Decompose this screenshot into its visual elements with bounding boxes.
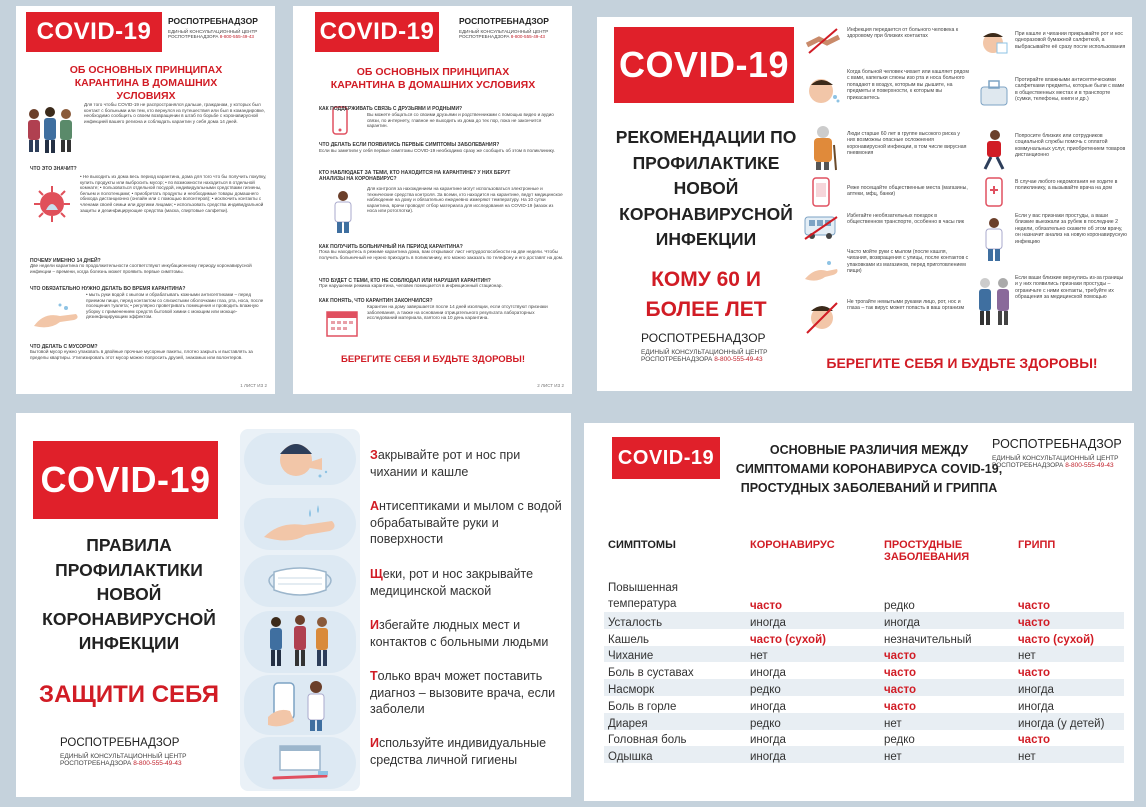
sanitizer-hand-icon — [244, 498, 356, 550]
covid-logo: COVID-19 — [33, 441, 218, 519]
org-block — [168, 16, 273, 39]
table-row — [604, 746, 1124, 763]
rule-5-initial: Т — [370, 669, 378, 683]
symptom-cell: Кашель — [608, 633, 650, 646]
flu-cell: часто — [1018, 667, 1050, 680]
q2-heading: ПОЧЕМУ ИМЕННО 14 ДНЕЙ? — [30, 258, 101, 264]
org-line2: РОСПОТРЕБНАДЗОРА — [60, 760, 132, 767]
org-phone: 8-800-555-49-43 — [510, 34, 545, 39]
symptom-cell: Одышка — [604, 746, 746, 763]
table-row — [604, 679, 1124, 696]
a3-text: Для контроля за нахождением на карантине могут использоваться электронные и технические средства контроля. За всеми, кто находится на карантине, ведут медицинское наблюдение на дому и обязательно ежедневно измеряют температуру. На 10 сутки карантина, врачи проводят отбор материала для исследования на COVID-19 (мазок из носа или ротоглотки). — [367, 186, 563, 214]
poster-title: ОБ ОСНОВНЫХ ПРИНЦИПАХ КАРАНТИНА В ДОМАШНИХ УСЛОВИЯХ — [69, 64, 223, 102]
rule-2-text: нтисептиками и мылом с водой обрабатывайте руки и поверхности — [370, 499, 562, 546]
flu-cell: часто — [1018, 734, 1050, 747]
right-item-1: При кашле и чихании прикрывайте рот и нос одноразовой бумажной салфеткой, а выбрасывайте её сразу после использования — [1015, 31, 1126, 50]
poster-subtitle: КОМУ 60 И БОЛЕЕ ЛЕТ — [645, 268, 767, 321]
symptom-cell: Чихание — [604, 646, 746, 663]
right-item-4: В случае любого недомогания не ходите в поликлинику, а вызывайте врача на дом — [1015, 179, 1118, 192]
table-row — [604, 579, 1124, 612]
left-item-3: Люди старше 60 лет в группе высокого риска у них возможны опасные осложнения коронавирусной инфекции, в том числе вирусная пневмония — [847, 131, 967, 157]
rule-1-text: акрывайте рот и нос при чихании и кашле — [370, 448, 521, 479]
right-item-5: Если у вас признаки простуды, а ваши близкие выезжали за рубеж в последние 2 недели, обязательно скажите об этом врачу, он назначит анализ на новую коронавирусную инфекцию — [1015, 213, 1127, 245]
poster-title: ОБ ОСНОВНЫХ ПРИНЦИПАХ КАРАНТИНА В ДОМАШНИХ УСЛОВИЯХ — [330, 66, 536, 91]
a1-text: • Не выходить из дома весь период карантина, дома для того что бы получить покупку, купить продукты или выбросить мусор; • по возможности находиться в отдельной комнате; • пользоваться отдельной посудой, индивидуальными средствами гигиены, бельем и полотенцами; • приобретать продукты и необходимые товары домашнего обихода дистанционно (онлайн или с помощью волонтеров); • исключить контакты с членами своей семьи или другими лицами; • использовать средства индивидуальной защиты и дезинфицирующие средства (маска, спиртовые салфетки). — [80, 174, 267, 213]
org-line1: ЕДИНЫЙ КОНСУЛЬТАЦИОННЫЙ ЦЕНТР — [459, 29, 549, 34]
cold-cell: часто — [884, 700, 916, 713]
coronavirus-cell: иногда — [746, 746, 880, 763]
q6-heading: КАК ПОНЯТЬ, ЧТО КАРАНТИН ЗАКОНЧИЛСЯ? — [319, 298, 433, 304]
cold-cell: редко — [884, 734, 915, 747]
org-name: РОСПОТРЕБНАДЗОР — [641, 331, 766, 345]
org-line2-wrap — [60, 760, 230, 767]
rule-4-text: збегайте людных мест и контактов с больными людьми — [370, 618, 549, 649]
rule-6-text: спользуйте индивидуальные средства личной гигиены — [370, 736, 547, 767]
symptom-cell: Насморк — [604, 679, 746, 696]
cold-cell: часто — [884, 667, 916, 680]
symptom-cell: Боль в суставах — [608, 667, 694, 680]
table-row — [604, 646, 1124, 663]
coronavirus-cell: иногда — [750, 734, 786, 747]
org-line1: ЕДИНЫЙ КОНСУЛЬТАЦИОННЫЙ ЦЕНТР — [641, 349, 768, 356]
poster-title: РЕКОМЕНДАЦИИ ПО ПРОФИЛАКТИКЕ НОВОЙ КОРОНАВИРУСНОЙ ИНФЕКЦИИ — [615, 127, 797, 249]
page-footer: 2 ЛИСТ ИЗ 2 — [537, 383, 564, 388]
symptom-cell: Повышенная температура — [608, 582, 678, 610]
org-line2: РОСПОТРЕБНАДЗОРА — [459, 34, 510, 39]
cold-cell: иногда — [880, 612, 1014, 629]
flu-cell: часто — [1018, 600, 1050, 612]
q1-heading: КАК ПОДДЕРЖИВАТЬ СВЯЗЬ С ДРУЗЬЯМИ И РОДНЫМИ? — [319, 106, 463, 112]
table-row — [604, 662, 1124, 679]
intro-text: Для того чтобы COVID-19 не распространялся дальше, гражданам, у которых был контакт с больными или тем, кто вернулся из путешествия или был в командировке, необходимо сообщить о своем возвращении в штаб по борьбе с коронавирусной инфекцией вашего региона и соблюдать карантин у себя дома 14 дней. — [84, 102, 266, 124]
flu-cell: иногда — [1018, 700, 1054, 713]
doctor-icon — [331, 190, 355, 234]
org-line1: ЕДИНЫЙ КОНСУЛЬТАЦИОННЫЙ ЦЕНТР — [992, 455, 1119, 462]
covid-logo: COVID-19 — [612, 437, 720, 479]
table-row — [604, 612, 1124, 629]
sneezing-man-icon — [805, 75, 841, 111]
right-item-6: Если ваши близкие вернулись из-за границы и у них появились признаки простуды – ограничьте с ними контакты, требуйте их обращения за медицинской помощью — [1015, 275, 1124, 301]
a5-text: При нарушении режима карантина, человек помещается в инфекционный стационар. — [319, 283, 503, 288]
cold-cell: незначительный — [884, 633, 972, 646]
table-body — [604, 579, 1124, 763]
coronavirus-cell: часто (сухой) — [750, 633, 826, 646]
org-phone: 8-800-555-49-43 — [1065, 462, 1114, 469]
cold-cell: нет — [880, 713, 1014, 730]
left-item-5: Избегайте необязательных поездок в общественном транспорте, особенно в часы пик — [847, 213, 965, 226]
slogan: БЕРЕГИТЕ СЕБЯ И БУДЬТЕ ЗДОРОВЫ! — [340, 354, 526, 365]
page-footer: 1 ЛИСТ ИЗ 2 — [240, 383, 267, 388]
courier-icon — [979, 129, 1009, 171]
poster-subtitle: ЗАЩИТИ СЕБЯ — [39, 681, 219, 708]
org-name: РОСПОТРЕБНАДЗОР — [60, 737, 180, 749]
table-row — [604, 730, 1124, 747]
org-block — [992, 437, 1132, 469]
table-row — [604, 713, 1124, 730]
virus-icon — [30, 184, 74, 224]
left-item-7: Не трогайте немытыми руками лицо, рот, нос и глаза – так вирус может попасть в ваш организм — [847, 299, 965, 312]
bus-icon — [803, 215, 839, 241]
poster-title: ПРАВИЛА ПРОФИЛАКТИКИ НОВОЙ КОРОНАВИРУСНОЙ ИНФЕКЦИИ — [42, 535, 216, 653]
header-cold: ПРОСТУДНЫЕ ЗАБОЛЕВАНИЯ — [884, 539, 970, 563]
symptom-cell: Диарея — [604, 713, 746, 730]
a3-text: • мыть руки водой с мылом и обрабатывать кожными антисептиками – перед приемом пищи, перед контактом со слизистыми оболочками глаз, рта, носа, после посещения туалета; • регулярно проветривать помещения и проводить влажную уборку с применением средств бытовой химии с моющим или моюще-дезинфицирующим эффектом. — [86, 292, 264, 320]
a4-text: Бытовой мусор нужно упаковать в двойные прочные мусорные пакеты, плотно закрыть и выставлять за пределы квартиры. Утилизировать этот мусор можно попросить друзей, знакомых или волонтеров. — [30, 349, 253, 360]
org-phone: 8-800-555-49-43 — [219, 34, 254, 39]
washing-hands-icon — [30, 302, 82, 332]
mask-icon — [244, 555, 356, 607]
org-phone: 8-800-555-49-43 — [714, 356, 763, 363]
slogan: БЕРЕГИТЕ СЕБЯ И БУДЬТЕ ЗДОРОВЫ! — [826, 355, 1098, 371]
poster-title: ОСНОВНЫЕ РАЗЛИЧИЯ МЕЖДУ СИМПТОМАМИ КОРОНАВИРУСА COVID-19, ПРОСТУДНЫХ ЗАБОЛЕВАНИЙ И ГРИППА — [735, 443, 1003, 495]
org-name: РОСПОТРЕБНАДЗОР — [459, 16, 549, 26]
symptom-cell: Головная боль — [608, 734, 687, 747]
org-block — [60, 737, 230, 767]
poster-prevention-rules — [16, 413, 571, 797]
tissue-icon — [979, 29, 1009, 61]
coronavirus-cell: редко — [746, 679, 880, 696]
covid-logo: COVID-19 — [315, 12, 439, 52]
flu-cell: нет — [1014, 746, 1124, 763]
coronavirus-cell: часто — [750, 600, 782, 612]
table-header — [604, 539, 1124, 579]
covid-logo: COVID-19 — [26, 12, 162, 52]
org-line2-wrap — [992, 462, 1132, 469]
q3-heading: КТО НАБЛЮДАЕТ ЗА ТЕМИ, КТО НАХОДИТСЯ НА КАРАНТИНЕ? У НИХ БЕРУТ АНАЛИЗЫ НА КОРОНАВИРУС? — [319, 170, 511, 182]
a1-text: Вы можете общаться со своими друзьями и родственниками с помощью видео и аудио связи, по интернету, главное не выходить из дома до тех пор, пока не закончится карантин. — [367, 112, 554, 129]
cough-icon — [244, 433, 356, 485]
org-line1: ЕДИНЫЙ КОНСУЛЬТАЦИОННЫЙ ЦЕНТР — [168, 29, 258, 34]
phone-store-icon — [809, 177, 833, 207]
rule-5 — [370, 668, 562, 718]
rule-1-initial: З — [370, 448, 378, 462]
toothbrush-towel-icon — [244, 737, 356, 789]
poster-quarantine-2 — [293, 6, 572, 394]
org-block — [641, 331, 801, 363]
org-line2: РОСПОТРЕБНАДЗОРА — [168, 34, 219, 39]
calendar-icon — [325, 308, 359, 338]
left-item-6: Часто мойте руки с мылом (после кашля, чихания, возвращения с улицы, после контактов с упаковками из магазинов, перед приготовлением пищи) — [847, 249, 969, 275]
org-line2: РОСПОТРЕБНАДЗОРА — [641, 356, 713, 363]
header-flu: ГРИПП — [1018, 539, 1056, 551]
flu-cell: иногда — [1014, 679, 1124, 696]
left-item-4: Реже посещайте общественные места (магазины, аптеки, мфц, банки) — [847, 185, 968, 198]
call-doctor-icon — [983, 177, 1005, 207]
no-face-touch-icon — [805, 301, 839, 335]
coronavirus-cell: нет — [746, 646, 880, 663]
crowd-icon — [244, 611, 356, 673]
org-line2-wrap — [641, 356, 801, 363]
rule-4 — [370, 617, 562, 650]
a4-text: Пока вы находитесь в режиме карантина дома, вам открывают лист нетрудоспособности на две недели. Чтобы получить больничный не нужно приходить в поликлинику, его можно заказать по телефону и его доставят на дом. — [319, 249, 564, 260]
left-item-2: Когда больной человек чихает или кашляет рядом с вами, капельки слюны изо рта и носа больного попадают в воздух, которым вы дышите, на предметы и поверхности, к которым вы прикасаетесь — [847, 69, 969, 101]
bag-icon — [979, 79, 1009, 107]
q4-heading: КАК ПОЛУЧИТЬ БОЛЬНИЧНЫЙ НА ПЕРИОД КАРАНТИНА? — [319, 244, 463, 250]
symptoms-table — [604, 539, 1124, 763]
cold-cell: часто — [880, 679, 1014, 696]
q1-heading: ЧТО ЭТО ЗНАЧИТ? — [30, 166, 77, 172]
header-coronavirus: КОРОНАВИРУС — [750, 539, 835, 551]
rule-3 — [370, 566, 562, 599]
rule-2-initial: А — [370, 499, 380, 513]
table-row — [604, 629, 1124, 646]
flu-cell: часто (сухой) — [1018, 633, 1094, 646]
cold-cell: часто — [880, 646, 1014, 663]
coronavirus-cell: иногда — [750, 700, 786, 713]
q2-heading: ЧТО ДЕЛАТЬ ЕСЛИ ПОЯВИЛИСЬ ПЕРВЫЕ СИМПТОМЫ ЗАБОЛЕВАНИЯ? — [319, 142, 500, 148]
poster-quarantine-1 — [16, 6, 275, 394]
rule-3-initial: Щ — [370, 567, 383, 581]
right-item-3: Попросите близких или сотрудников социальной службы помочь с оплатой коммунальных услуг, приобретением товаров дистанционно — [1015, 133, 1126, 159]
rule-4-initial: И — [370, 618, 379, 632]
flu-cell: нет — [1014, 646, 1124, 663]
left-item-1: Инфекция передается от больного человека к здоровому при близких контактах — [847, 27, 959, 40]
doctor-call-icon — [244, 675, 356, 735]
doctor-icon — [983, 217, 1005, 263]
a6-text: Карантин на дому завершается после 14 дней изоляции, если отсутствуют признаки заболевания, а также на основании отрицательного результата лабораторных исследований материала, взятого на 10 день карантина. — [367, 304, 548, 321]
coronavirus-cell: редко — [746, 713, 880, 730]
symptom-cell: Боль в горле — [608, 700, 677, 713]
q4-heading: ЧТО ДЕЛАТЬ С МУСОРОМ? — [30, 344, 98, 350]
no-handshake-icon — [805, 27, 841, 55]
covid-logo: COVID-19 — [614, 27, 794, 103]
flu-cell: иногда (у детей) — [1014, 713, 1124, 730]
org-line1: ЕДИНЫЙ КОНСУЛЬТАЦИОННЫЙ ЦЕНТР — [60, 753, 187, 760]
rule-2 — [370, 498, 562, 548]
poster-60-plus — [597, 17, 1132, 391]
poster-symptom-comparison — [584, 423, 1134, 801]
a2-text: Если вы заметили у себя первые симптомы COVID-19 необходимо сразу же сообщить об этом в поликлинику. — [319, 148, 555, 153]
elderly-woman-icon — [809, 125, 839, 171]
flu-cell: часто — [1014, 612, 1124, 629]
coronavirus-cell: иногда — [746, 612, 880, 629]
rule-1 — [370, 447, 562, 480]
org-name: РОСПОТРЕБНАДЗОР — [168, 16, 258, 26]
org-phone: 8-800-555-49-43 — [133, 760, 182, 767]
rule-5-text: олько врач может поставить диагноз – вызовите врача, если заболели — [370, 669, 556, 716]
q5-heading: ЧТО БУДЕТ С ТЕМИ, КТО НЕ СОБЛЮДАЛ ИЛИ НАРУШИЛ КАРАНТИН? — [319, 278, 491, 284]
org-line2-wrap — [459, 34, 569, 39]
wash-hands-icon — [803, 257, 839, 283]
table-row — [604, 696, 1124, 713]
people-icon — [22, 106, 80, 154]
org-block — [459, 16, 569, 39]
right-item-2: Протирайте влажными антисептическими салфетками предметы, которые были с вами в общественных местах и в транспорте (сумки, телефоны, книги и др.) — [1015, 77, 1125, 103]
rule-6 — [370, 735, 562, 768]
org-name: РОСПОТРЕБНАДЗОР — [992, 437, 1122, 451]
cold-cell: редко — [884, 600, 915, 612]
rule-6-initial: И — [370, 736, 379, 750]
cold-cell: нет — [880, 746, 1014, 763]
a2-text: Две недели карантина по продолжительности соответствуют инкубационному периоду коронавирусной инфекции – времени, когда болезнь может проявить первые симптомы. — [30, 263, 252, 274]
org-line2-wrap — [168, 34, 273, 39]
coronavirus-cell: иногда — [750, 667, 786, 680]
q3-heading: ЧТО ОБЯЗАТЕЛЬНО НУЖНО ДЕЛАТЬ ВО ВРЕМЯ КАРАНТИНА? — [30, 286, 186, 292]
org-line2: РОСПОТРЕБНАДЗОРА — [992, 462, 1064, 469]
family-icon — [975, 275, 1015, 327]
header-symptoms: СИМПТОМЫ — [608, 539, 676, 551]
rule-3-text: еки, рот и нос закрывайте медицинской маской — [370, 567, 534, 598]
symptom-cell: Усталость — [604, 612, 746, 629]
